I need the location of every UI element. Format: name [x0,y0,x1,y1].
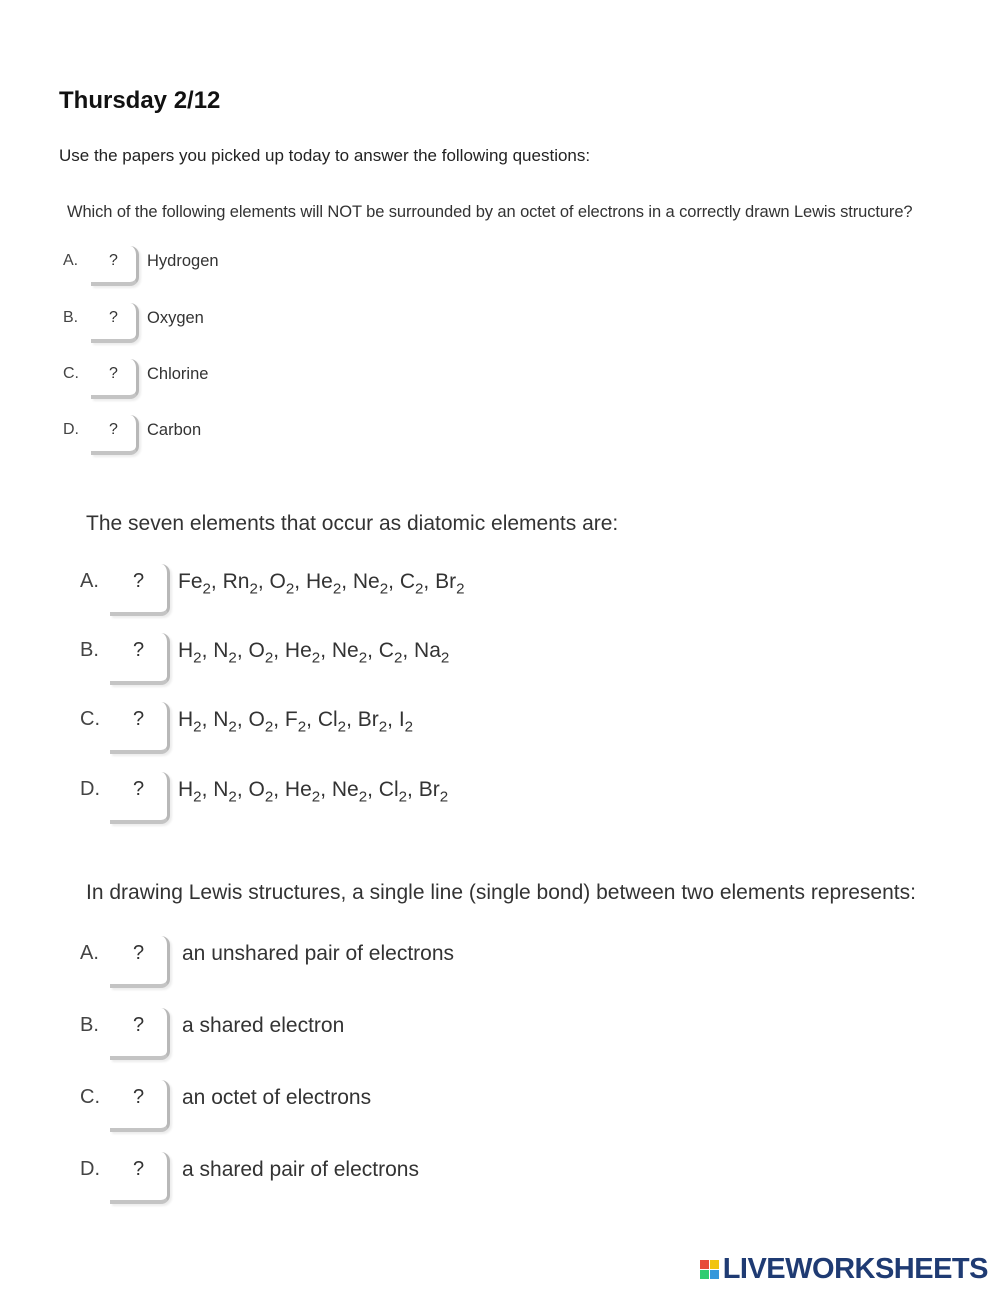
element-symbol: Cl [317,708,338,731]
option-text: a shared pair of electrons [182,1158,419,1181]
option-letter: A. [80,942,99,964]
option-letter: D. [63,421,79,438]
element-symbol: O [248,778,265,801]
option-letter: B. [63,309,79,326]
subscript: 2 [228,788,237,806]
option-text: Carbon [147,421,202,439]
answer-dropdown[interactable] [110,633,170,685]
answer-dropdown[interactable] [110,772,170,824]
element-symbol: Cl [378,778,399,801]
subscript: 2 [193,788,202,806]
element-symbol: Fe [178,570,203,593]
element-symbol: C [378,639,394,662]
subscript: 2 [264,788,274,806]
answer-dropdown[interactable] [110,1152,170,1204]
element-symbol: He [284,639,312,662]
element-symbol: Br [357,708,379,731]
option-letter: C. [80,708,100,730]
answer-dropdown[interactable] [110,564,170,616]
answer-dropdown[interactable] [110,1080,170,1132]
subscript: 2 [404,718,414,736]
subscript: 2 [311,788,321,806]
answer-dropdown[interactable] [91,303,139,343]
option-formula: $H_2$, $N_2$, $O_2$, $He_2$, $Ne_2$, $Cl_2$, $Br_2$ [178,778,449,806]
option-text: Oxygen [147,309,204,327]
subscript: 2 [415,580,424,598]
subscript: 2 [228,649,237,667]
option-letter: C. [80,1086,100,1108]
answer-placeholder: ? [132,570,145,592]
page-title: Thursday 2/12 [59,87,221,114]
element-symbol: H [178,708,194,731]
subscript: 2 [332,580,342,598]
logo-mark-icon [700,1260,719,1279]
element-symbol: Ne [331,639,359,662]
answer-dropdown[interactable] [91,246,139,286]
answer-placeholder: ? [109,421,118,438]
element-symbol: O [248,708,265,731]
option-formula: $Fe_2$, $Rn_2$, $O_2$, $He_2$, $Ne_2$, $C_2$, $Br_2$ [178,570,465,598]
option-letter: B. [80,639,99,661]
subscript: 2 [440,649,450,667]
answer-placeholder: ? [132,778,145,800]
element-symbol: H [178,639,194,662]
answer-placeholder: ? [109,309,118,326]
answer-placeholder: ? [132,1086,145,1108]
element-symbol: N [213,778,229,801]
subscript: 2 [358,788,368,806]
element-symbol: Ne [352,570,380,593]
option-letter: D. [80,778,100,800]
answer-dropdown[interactable] [110,936,170,988]
question-2-prompt: The seven elements that occur as diatomic elements are: [86,512,619,535]
answer-placeholder: ? [132,942,145,964]
element-symbol: O [248,639,265,662]
answer-placeholder: ? [132,1014,145,1036]
subscript: 2 [311,649,321,667]
element-symbol: N [213,708,229,731]
subscript: 2 [193,718,202,736]
element-symbol: O [269,570,286,593]
answer-placeholder: ? [109,365,118,382]
option-formula: $H_2$, $N_2$, $O_2$, $He_2$, $Ne_2$, $C_2$, $Na_2$ [178,639,450,667]
answer-dropdown[interactable] [91,415,139,455]
option-letter: D. [80,1158,100,1180]
question-3-prompt: In drawing Lewis structures, a single line (single bond) between two elements represents: [86,881,916,904]
subscript: 2 [378,718,388,736]
element-symbol: Br [418,778,440,801]
option-text: Chlorine [147,365,209,383]
subscript: 2 [337,718,347,736]
element-symbol: N [213,639,229,662]
subscript: 2 [202,580,211,598]
subscript: 2 [393,649,403,667]
subscript: 2 [249,580,258,598]
subscript: 2 [264,649,274,667]
answer-dropdown[interactable] [91,359,139,399]
subscript: 2 [358,649,368,667]
subscript: 2 [456,580,465,598]
option-text: Hydrogen [147,252,219,270]
subscript: 2 [193,649,202,667]
element-symbol: F [284,708,298,731]
option-letter: A. [63,252,79,269]
option-letter: B. [80,1014,99,1036]
liveworksheets-logo [700,1254,988,1284]
subscript: 2 [398,788,408,806]
element-symbol: C [399,570,415,593]
element-symbol: Rn [222,570,250,593]
answer-placeholder: ? [109,252,118,269]
answer-placeholder: ? [132,639,145,661]
subscript: 2 [297,718,307,736]
element-symbol: He [305,570,333,593]
option-text: a shared electron [182,1014,345,1037]
option-letter: C. [63,365,79,382]
answer-dropdown[interactable] [110,1008,170,1060]
answer-dropdown[interactable] [110,702,170,754]
answer-placeholder: ? [132,708,145,730]
element-symbol: Na [414,639,441,662]
element-symbol: Ne [331,778,359,801]
subscript: 2 [264,718,274,736]
subscript: 2 [285,580,295,598]
instructions: Use the papers you picked up today to answer the following questions: [59,146,591,165]
option-text: an octet of electrons [182,1086,372,1109]
element-symbol: H [178,778,194,801]
option-letter: A. [80,570,99,592]
subscript: 2 [439,788,449,806]
question-1-prompt: Which of the following elements will NOT be surrounded by an octet of electrons in a correctly drawn Lewis structure? [67,203,913,221]
element-symbol: He [284,778,312,801]
option-text: an unshared pair of electrons [182,942,455,965]
subscript: 2 [228,718,237,736]
subscript: 2 [379,580,389,598]
element-symbol: I [398,708,405,731]
option-formula: $H_2$, $N_2$, $O_2$, $F_2$, $Cl_2$, $Br_2$, $I_2$ [178,708,414,736]
element-symbol: Br [435,570,457,593]
answer-placeholder: ? [132,1158,145,1180]
logo-text: LIVEWORKSHEETS [722,1252,988,1285]
